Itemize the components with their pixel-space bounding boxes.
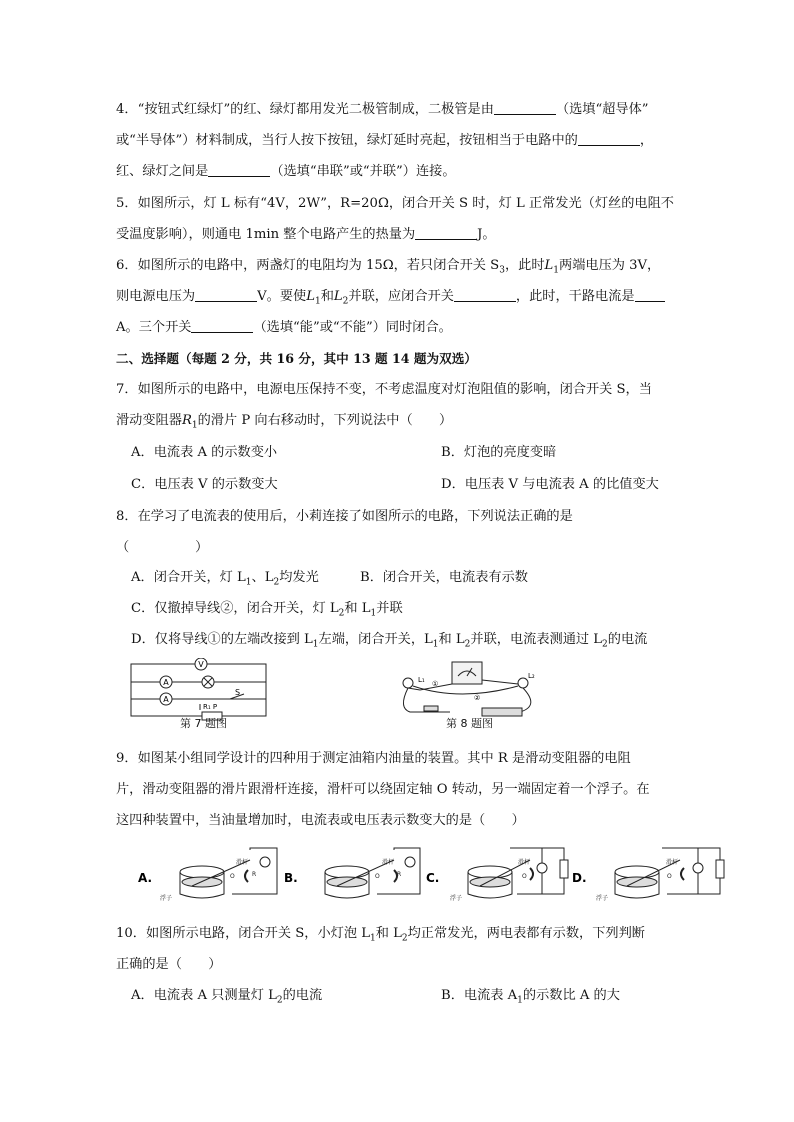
subscript: 1 xyxy=(432,639,439,650)
subscript: 2 xyxy=(276,995,283,1006)
q7-text: 滑动变阻器 xyxy=(116,413,182,428)
float-label: 浮子 xyxy=(450,895,463,902)
q6-text: A。三个开关 xyxy=(116,320,192,335)
option-text: 、L xyxy=(251,570,274,585)
answer-blank[interactable] xyxy=(191,318,253,333)
q4-line3 xyxy=(116,162,456,182)
q4-text: ， xyxy=(639,133,654,148)
option-text: 和 L xyxy=(438,632,465,647)
subscript: 1 xyxy=(245,577,252,588)
wire-1-label: ① xyxy=(432,680,439,688)
option-text: A．电流表 A 只测量灯 L xyxy=(131,988,277,1003)
q8-line1 xyxy=(116,507,573,527)
q8-option-b-row xyxy=(360,568,528,588)
q7-line2 xyxy=(116,411,452,436)
answer-blank[interactable] xyxy=(578,131,640,146)
voltmeter-label: V xyxy=(198,660,204,669)
option-a[interactable] xyxy=(131,988,323,1006)
subscript: 2 xyxy=(342,296,349,307)
lever-label: 滑杆 xyxy=(382,859,395,866)
answer-blank[interactable] xyxy=(415,225,477,240)
lever-label: 滑杆 xyxy=(518,859,531,866)
ammeter-label: A xyxy=(163,695,169,704)
answer-bracket[interactable]: （ ） xyxy=(116,540,209,555)
symbol-l1: L xyxy=(306,289,315,304)
answer-blank[interactable] xyxy=(195,287,257,302)
float-label: 浮子 xyxy=(596,895,609,902)
option-a[interactable] xyxy=(131,570,319,588)
q9-device-figures xyxy=(132,840,732,910)
pivot-label: O xyxy=(522,873,527,880)
lamp-l2-label: L₂ xyxy=(528,672,535,680)
option-text: 左端，闭合开关，L xyxy=(318,632,433,647)
pivot-label: O xyxy=(375,873,380,880)
q6-text: ，此时 xyxy=(504,258,545,273)
subscript: 1 xyxy=(312,639,319,650)
subscript: 2 xyxy=(401,933,408,944)
pivot-label: O xyxy=(667,873,672,880)
subscript: 3 xyxy=(499,265,505,276)
q6-line1 xyxy=(116,256,660,281)
option-text: 的电流 xyxy=(282,988,323,1003)
option-text: A．闭合开关，灯 L xyxy=(131,570,246,585)
q8-option-d-row xyxy=(131,630,647,655)
section-heading: 二、选择题（每题 2 分，共 16 分，其中 13 题 14 题为双选） xyxy=(116,351,477,366)
q4-line2 xyxy=(116,131,653,151)
q10-line2 xyxy=(116,955,222,975)
subscript: 1 xyxy=(191,420,198,431)
q7-option-b-row xyxy=(441,443,556,463)
answer-blank[interactable] xyxy=(635,287,665,302)
q8-option-c-row xyxy=(131,599,403,624)
q9-text: 这四种装置中，当油量增加时，电流表或电压表示数变大的是（ ） xyxy=(116,813,525,828)
q6-line3 xyxy=(116,318,452,338)
q9-text: 片，滑动变阻器的滑片跟滑杆连接，滑杆可以绕固定轴 O 转动，另一端固定着一个浮子。在 xyxy=(116,782,650,797)
answer-blank[interactable] xyxy=(454,287,516,302)
q4-line1 xyxy=(116,100,649,120)
subscript: 1 xyxy=(314,296,321,307)
q9-line1 xyxy=(116,749,631,769)
resistor-label: R xyxy=(397,871,402,878)
option-b-label: B. xyxy=(284,871,298,885)
figure-8-circuit xyxy=(390,658,560,720)
q10-text: 和 L xyxy=(375,926,402,941)
symbol-l2: L xyxy=(333,289,343,304)
q7-text: 的滑片 P 向右移动时，下列说法中（ ） xyxy=(197,413,453,428)
symbol-l1: L xyxy=(544,258,554,273)
subscript: 1 xyxy=(370,608,377,619)
lever-label: 滑杆 xyxy=(236,859,249,866)
option-b[interactable]: B．灯泡的亮度变暗 xyxy=(441,445,557,460)
q8-option-a-row xyxy=(131,568,319,593)
q7-options-row1 xyxy=(131,443,277,463)
q9-line3 xyxy=(116,811,525,831)
subscript: 2 xyxy=(273,577,280,588)
switch-label: S xyxy=(235,688,241,697)
q5-line1 xyxy=(116,194,674,214)
q6-text: 两端电压为 3V， xyxy=(559,258,661,273)
option-text: 和 L xyxy=(344,601,371,616)
q8-text: 8．在学习了电流表的使用后，小莉连接了如图所示的电路，下列说法正确的是 xyxy=(116,509,573,524)
q4-text: （选填“超导体” xyxy=(555,102,649,117)
subscript: 2 xyxy=(338,608,345,619)
q6-text: V。要使 xyxy=(257,289,307,304)
q4-text: 或“半导体”）材料制成，当行人按下按钮，绿灯延时亮起，按钮相当于电路中的 xyxy=(116,133,578,148)
subscript: 1 xyxy=(553,265,560,276)
float-label: 浮子 xyxy=(160,895,173,902)
option-a[interactable]: A．电流表 A 的示数变小 xyxy=(131,445,278,460)
q9-text: 9．如图某小组同学设计的四种用于测定油箱内油量的装置。其中 R 是滑动变阻器的电阻 xyxy=(116,751,631,766)
answer-blank[interactable] xyxy=(494,100,556,115)
q5-text: 5．如图所示，灯 L 标有“4V，2W”，R=20Ω，闭合开关 S 时，灯 L 正常发光（灯丝的电阻不 xyxy=(116,196,674,211)
q6-line2 xyxy=(116,287,665,312)
q6-text: 并联，应闭合开关 xyxy=(348,289,454,304)
wire-2-label: ② xyxy=(474,694,481,702)
option-c-label: C. xyxy=(426,871,440,885)
ammeter-label: A xyxy=(163,678,169,687)
option-text: 并联 xyxy=(376,601,403,616)
pivot-label: O xyxy=(230,873,235,880)
option-c[interactable] xyxy=(131,601,403,619)
q5-text: J。 xyxy=(477,227,496,242)
option-d[interactable] xyxy=(131,632,648,650)
option-text: 的电流 xyxy=(607,632,648,647)
q4-text: 4．“按钮式红绿灯”的红、绿灯都用发光二极管制成，二极管是由 xyxy=(116,102,494,117)
q4-text: （选填“串联”或“并联”）连接。 xyxy=(270,164,456,179)
option-b[interactable] xyxy=(441,988,620,1006)
q10-text: 正确的是（ ） xyxy=(116,957,222,972)
q10-option-a-row xyxy=(131,986,322,1011)
q6-text: （选填“能”或“不能”）同时闭合。 xyxy=(253,320,452,335)
q10-option-b-row xyxy=(441,986,620,1011)
q7-option-d-row xyxy=(441,475,659,495)
subscript: 1 xyxy=(369,933,376,944)
q6-text: 6．如图所示的电路中，两盏灯的电阻均为 15Ω，若只闭合开关 S xyxy=(116,258,500,273)
q5-line2 xyxy=(116,225,496,245)
q10-line1 xyxy=(116,924,645,949)
lamp-l1-label: L₁ xyxy=(418,676,425,684)
figure-7-caption: 第 7 题图 xyxy=(180,717,227,730)
answer-blank[interactable] xyxy=(208,162,270,177)
subscript: 2 xyxy=(602,639,608,650)
q10-text: 均正常发光，两电表都有示数，下列判断 xyxy=(407,926,645,941)
option-d-label: D. xyxy=(572,871,587,885)
q7-options-row2 xyxy=(131,475,278,495)
q7-line1 xyxy=(116,380,652,400)
option-text: 的示数比 A 的大 xyxy=(522,988,620,1003)
option-text: 均发光 xyxy=(279,570,319,585)
q6-text: 则电源电压为 xyxy=(116,289,196,304)
q6-text: ，此时，干路电流是 xyxy=(515,289,635,304)
option-b[interactable]: B．闭合开关，电流表有示数 xyxy=(360,570,528,585)
option-text: 并联，电流表测通过 L xyxy=(470,632,603,647)
q8-line2 xyxy=(116,538,208,558)
q5-text: 受温度影响），则通电 1min 整个电路产生的热量为 xyxy=(116,227,416,242)
lever-label: 滑杆 xyxy=(666,859,679,866)
q9-line2 xyxy=(116,780,650,800)
rheostat-label: R₁ P xyxy=(203,703,218,711)
option-text: B．电流表 A xyxy=(441,988,518,1003)
q6-text: 和 xyxy=(320,289,334,304)
q10-text: 10．如图所示电路，闭合开关 S，小灯泡 L xyxy=(116,926,370,941)
q7-text: 7．如图所示的电路中，电源电压保持不变，不考虑温度对灯泡阻值的影响，闭合开关 S，当 xyxy=(116,382,652,397)
option-c[interactable]: C．电压表 V 的示数变大 xyxy=(131,477,278,492)
resistor-label: R xyxy=(252,871,257,878)
figure-8-caption: 第 8 题图 xyxy=(446,717,493,730)
option-text: C．仅撤掉导线②，闭合开关，灯 L xyxy=(131,601,339,616)
subscript: 1 xyxy=(517,995,523,1006)
q4-text: 红、绿灯之间是 xyxy=(116,164,209,179)
option-d[interactable]: D．电压表 V 与电流表 A 的比值变大 xyxy=(441,477,659,492)
option-a-label: A. xyxy=(138,871,153,885)
symbol-r1: R xyxy=(181,413,192,428)
option-text: D．仅将导线①的左端改接到 L xyxy=(131,632,313,647)
subscript: 2 xyxy=(464,639,471,650)
